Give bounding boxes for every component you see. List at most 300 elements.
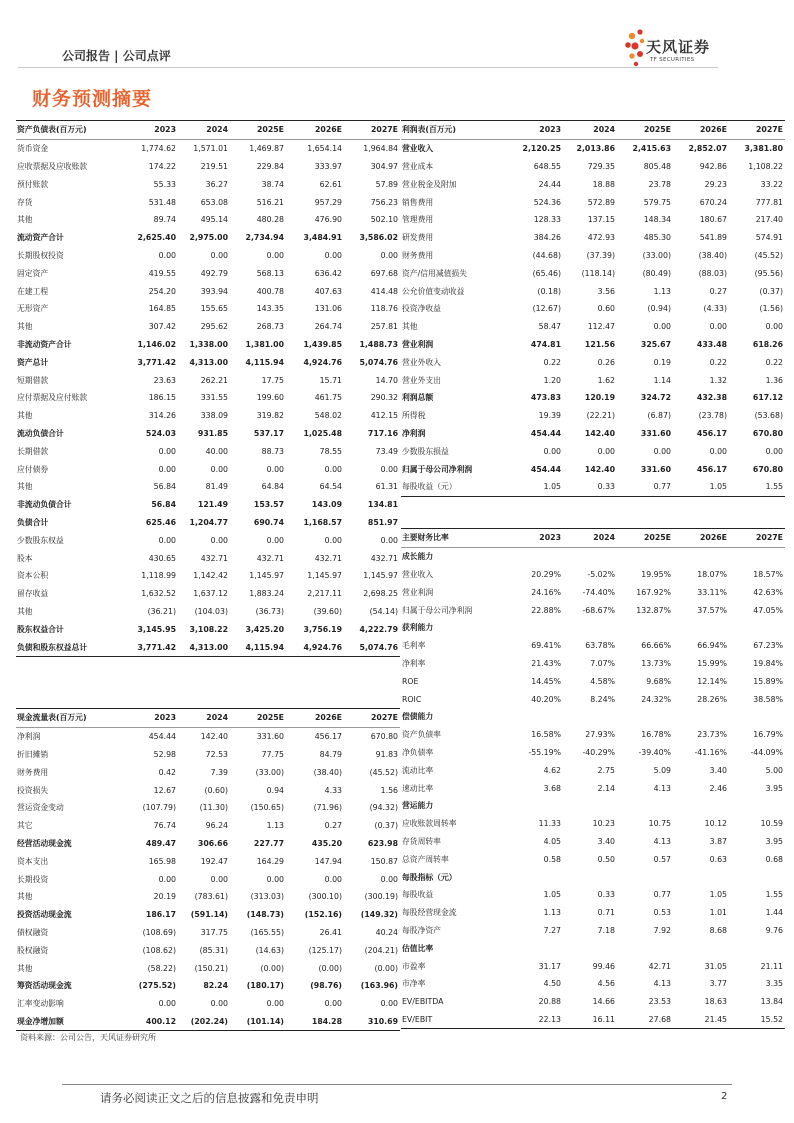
row-label: 应收账款周转率 [402,819,457,829]
table-row [401,158,785,176]
cell-value: 24.32% [641,694,671,704]
cell-value: 0.27 [324,821,342,831]
cell-value: 574.91 [755,233,783,243]
cell-value: 4,924.76 [286,638,344,656]
cell-value: 180.67 [699,215,727,225]
row-label: EV/EBITDA [402,997,444,1007]
row-label: 汇率变动影响 [17,999,64,1009]
row-label: 资产/信用减值损失 [402,268,468,278]
row-label: 少数股东损益 [402,446,449,456]
cell-value: (202.24) [178,1013,230,1031]
cell-value: 0.94 [266,785,284,795]
cell-value: 4.33 [324,785,342,795]
row-label: 债权融资 [17,927,49,937]
cell-value: (23.78) [698,411,727,421]
table-row [401,139,785,157]
cell-value: 15.99% [697,658,727,668]
cell-value: 0.26 [597,357,615,367]
cell-value: 29.23 [704,179,727,189]
cell-value: 670.24 [699,197,727,207]
cell-value: 454.44 [530,428,561,438]
table-row [16,282,400,300]
cell-value: -5.02% [587,569,615,579]
cell-value [563,797,617,815]
cell-value: 456.17 [314,732,342,742]
cell-value: 31.05 [704,961,727,971]
row-label: 其他 [17,963,33,973]
cell-value: 21.43% [531,658,561,668]
cell-value: 4,115.94 [230,638,286,656]
cell-value: 480.28 [256,215,284,225]
cell-value: (36.21) [147,606,176,616]
cell-value: 148.34 [643,215,671,225]
income-statement-table [401,120,785,497]
cell-value: 55.33 [153,179,176,189]
cell-value: 3,586.02 [359,233,398,243]
table-row [16,870,400,888]
row-label: ROE [402,676,419,686]
row-label: 其他 [402,322,418,332]
row-label: 预付账款 [17,179,49,189]
cell-value: 38.58% [753,694,783,704]
cell-value: 16.79% [753,730,783,740]
cell-value: 66.94% [697,641,727,651]
cell-value: -40.29% [582,747,615,757]
cell-value: 0.00 [266,535,284,545]
cell-value: 319.82 [256,411,284,421]
table-row [16,460,400,478]
table-row [16,139,400,157]
cell-value: 20.19 [153,892,176,902]
year-header: 2027E [729,121,785,140]
cell-value: 143.09 [311,500,342,510]
cell-value: (6.87) [647,411,671,421]
cell-value: 0.00 [158,464,176,474]
table-row [401,975,785,993]
cell-value: (0.37) [374,821,398,831]
row-label: 净利润 [402,428,426,438]
cell-value: 18.63 [704,997,727,1007]
cell-value: 96.24 [205,821,228,831]
table-row [401,193,785,211]
cell-value: 0.19 [653,357,671,367]
cell-value: 137.15 [587,215,615,225]
cell-value: 31.17 [538,961,561,971]
row-label: 流动比率 [402,765,434,775]
cell-value: 4.62 [543,765,561,775]
table-title: 主要财务比率 [401,529,509,548]
cell-value: (36.73) [255,606,284,616]
cell-value: 3,484.91 [303,233,342,243]
row-label: 毛利率 [402,641,426,651]
cell-value: 432.71 [200,553,228,563]
cell-value: 0.27 [709,286,727,296]
cell-value [729,797,785,815]
cell-value: 0.00 [324,999,342,1009]
cell-value: 851.97 [367,517,398,527]
cell-value: 456.17 [696,464,727,474]
cell-value: -44.09% [750,747,783,757]
cell-value [563,939,617,957]
cell-value: 4,313.00 [189,357,228,367]
cell-value: (152.16) [304,910,342,920]
cell-value: 331.60 [640,428,671,438]
cell-value: 454.44 [530,464,561,474]
cell-value: 17.75 [261,375,284,385]
cell-value [673,619,729,637]
cell-value: 121.56 [584,339,615,349]
cell-value: 648.55 [533,161,561,171]
table-row [16,478,400,496]
year-header: 2026E [286,121,344,140]
cell-value: 40.00 [205,446,228,456]
cell-value: 1,439.85 [303,339,342,349]
cell-value: 433.48 [696,339,727,349]
cell-value: 40.24 [375,927,398,937]
cell-value: 1.14 [653,375,671,385]
row-label: 其他 [17,215,33,225]
cell-value: 262.21 [200,375,228,385]
cell-value: 219.51 [200,161,228,171]
cell-value: 23.53 [648,997,671,1007]
cell-value: 432.71 [314,553,342,563]
row-label: 资产负债率 [402,730,441,740]
cell-value: 40.20% [531,694,561,704]
row-label: 研发费用 [402,233,434,243]
cell-value: 2,625.40 [137,233,176,243]
cell-value: 1,654.14 [307,144,342,154]
cell-value: (4.33) [703,304,727,314]
cell-value: 27.93% [585,730,615,740]
table-row [16,620,400,638]
cell-value: 147.94 [314,856,342,866]
row-label: 其他 [17,482,33,492]
year-header: 2025E [230,121,286,140]
cell-value: 0.00 [324,250,342,260]
row-label: 营业成本 [402,161,434,171]
cell-value: 0.00 [210,250,228,260]
cell-value: 0.00 [597,446,615,456]
row-label: 长期投资 [17,874,49,884]
row-label: 非流动资产合计 [17,339,72,349]
cell-value: 548.02 [314,411,342,421]
table-row [401,175,785,193]
cell-value: 57.89 [375,179,398,189]
cell-value: 3.87 [709,836,727,846]
cell-value: 1,145.97 [363,571,398,581]
cell-value: 2,734.94 [245,233,284,243]
cell-value: 5,074.76 [344,638,400,656]
cell-value: 310.69 [344,1013,400,1031]
cell-value: 1.05 [509,478,563,496]
cell-value: 304.97 [370,161,398,171]
cell-value [673,547,729,565]
cell-value [729,619,785,637]
cell-value: (148.73) [246,910,284,920]
cell-value: 3.56 [597,286,615,296]
cell-value [563,708,617,726]
row-label: 速动比率 [402,783,434,793]
cell-value: (0.60) [204,785,228,795]
table-title: 利润表(百万元) [401,121,509,140]
cell-value: 3.40 [709,765,727,775]
cell-value: 414.48 [370,286,398,296]
cell-value: 229.84 [256,161,284,171]
table-row [16,835,400,853]
cell-value: 143.35 [256,304,284,314]
cell-value: 1,637.12 [193,589,228,599]
row-label: 股东权益合计 [17,624,64,634]
year-header: 2023 [509,121,563,140]
cell-value: 492.79 [200,268,228,278]
cell-value: 0.00 [380,464,398,474]
cell-value: 0.00 [266,464,284,474]
cell-value: 10.12 [704,819,727,829]
cell-value: 4,313.00 [178,638,230,656]
cell-value: 217.40 [755,215,783,225]
table-row [401,282,785,300]
cell-value: 88.73 [261,446,284,456]
cell-value: 617.12 [752,393,783,403]
cell-value [729,868,785,886]
row-label: ROIC [402,694,422,704]
cell-value: 653.08 [200,197,228,207]
row-label: 营业利润 [402,587,434,597]
cell-value: 15.71 [319,375,342,385]
cell-value: 21.45 [673,1011,729,1029]
row-label: 其它 [17,821,33,831]
cell-value: (12.67) [532,304,561,314]
cell-value: 27.68 [617,1011,673,1029]
cell-value: 23.63 [153,375,176,385]
cell-value: 579.75 [643,197,671,207]
row-label: 留存收益 [17,589,49,599]
cell-value: 19.39 [538,411,561,421]
cell-value: 81.49 [205,482,228,492]
row-label: 市净率 [402,979,426,989]
cell-value: 227.77 [253,838,284,848]
cell-value: 120.19 [584,393,615,403]
cell-value: 0.22 [709,357,727,367]
cell-value: 56.84 [153,482,176,492]
cell-value: 1,488.73 [359,339,398,349]
table-header-row [401,121,785,140]
cell-value [617,797,673,815]
row-label: 财务费用 [402,250,434,260]
cell-value: 1.56 [380,785,398,795]
table-row [16,585,400,603]
table-title: 现金流量表(百万元) [16,709,128,728]
table-row [16,567,400,585]
cell-value: 0.00 [210,464,228,474]
cell-value: 150.87 [370,856,398,866]
year-header: 2023 [128,121,178,140]
cell-value: (107.79) [142,803,176,813]
cell-value: 18.57% [753,569,783,579]
cell-value: 1,204.77 [189,517,228,527]
cell-value: 0.00 [765,446,783,456]
cell-value: 697.68 [370,268,398,278]
table-row [16,1013,400,1031]
cell-value: 485.30 [643,233,671,243]
cell-value: 264.74 [314,322,342,332]
cell-value: 3.95 [765,783,783,793]
row-label: 存货周转率 [402,836,441,846]
cell-value: 0.33 [597,890,615,900]
cell-value: 0.22 [543,357,561,367]
cell-value: 164.85 [148,304,176,314]
row-label: 营运资金变动 [17,803,64,813]
cell-value: 333.97 [314,161,342,171]
cell-value: 4.13 [653,979,671,989]
cell-value: 331.60 [640,464,671,474]
cell-value: (33.00) [255,767,284,777]
table-row [16,638,400,656]
table-row [401,300,785,318]
cell-value: 186.15 [148,393,176,403]
cell-value: 3.95 [765,836,783,846]
cell-value: (1.56) [759,304,783,314]
table-row [401,655,785,673]
cell-value: 3,771.42 [128,638,178,656]
table-row [401,247,785,265]
row-label: 长期股权投资 [17,250,64,260]
cell-value: 306.66 [197,838,228,848]
report-category: 公司报告 | 公司点评 [62,49,171,63]
cell-value [673,868,729,886]
cell-value: 1,146.02 [137,339,176,349]
cell-value: (108.62) [142,945,176,955]
cell-value: 942.86 [699,161,727,171]
table-row [16,193,400,211]
table-row [16,229,400,247]
cell-value: 1,964.84 [363,144,398,154]
cell-value: 8.68 [709,925,727,935]
cell-value: -68.67% [582,605,615,615]
cell-value: 331.55 [200,393,228,403]
row-label: 股权融资 [17,945,49,955]
row-label: 其他 [17,411,33,421]
cell-value: 568.13 [256,268,284,278]
cell-value: 5,074.76 [359,357,398,367]
row-label: 每股收益（元） [401,478,509,496]
cell-value [563,547,617,565]
cell-value [563,619,617,637]
cell-value: 4.13 [653,783,671,793]
cell-value: 56.84 [151,500,176,510]
cell-value: (275.52) [138,981,176,991]
cell-value: 77.75 [261,749,284,759]
cell-value: 38.74 [261,179,284,189]
cell-value: 717.16 [367,428,398,438]
cell-value: 2,415.63 [632,144,671,154]
cell-value: 0.00 [324,874,342,884]
cell-value: (95.56) [754,268,783,278]
cell-value: 0.00 [158,874,176,884]
logo-mark-icon [625,29,644,66]
table-header-row [401,529,785,548]
cell-value: 2,217.11 [307,589,342,599]
cell-value: 317.75 [200,927,228,937]
table-row [401,601,785,619]
cell-value: (98.76) [310,981,342,991]
table-row [401,904,785,922]
table-row [401,566,785,584]
table-row [16,727,400,745]
cell-value: (101.14) [230,1013,286,1031]
table-row [16,531,400,549]
cell-value: 186.17 [145,910,176,920]
table-row [16,211,400,229]
cell-value: (0.00) [374,963,398,973]
table-row [401,264,785,282]
cell-value: 199.60 [256,393,284,403]
cell-value: 64.84 [261,482,284,492]
cell-value: 314.26 [148,411,176,421]
cell-value: 476.90 [314,215,342,225]
cell-value [509,868,563,886]
year-header: 2025E [617,121,673,140]
cell-value: 0.00 [210,874,228,884]
table-row [401,833,785,851]
cell-value: 4.56 [597,979,615,989]
cell-value: 931.85 [197,428,228,438]
cell-value: 0.00 [709,322,727,332]
cell-value: 3.77 [709,979,727,989]
cell-value: 0.53 [653,908,671,918]
table-row [16,496,400,514]
cell-value: 2,852.07 [688,144,727,154]
row-label: 公允价值变动收益 [402,286,465,296]
cell-value: 184.28 [286,1013,344,1031]
cell-value: 1.44 [765,908,783,918]
cell-value: 0.00 [324,464,342,474]
table-row [401,761,785,779]
table-row [401,442,785,460]
cell-value: 1,118.99 [141,571,176,581]
cell-value: (149.32) [360,910,398,920]
row-label: 营业收入 [402,144,434,154]
cell-value: 0.00 [380,535,398,545]
table-row [16,175,400,193]
cell-value: 957.29 [314,197,342,207]
cell-value: 1,142.42 [193,571,228,581]
cell-value: 142.40 [200,732,228,742]
cell-value: 400.12 [128,1013,178,1031]
cell-value: 23.73% [697,730,727,740]
cell-value [673,708,729,726]
cell-value: -41.16% [694,747,727,757]
cell-value: 623.98 [367,838,398,848]
cell-value: 537.17 [253,428,284,438]
header-divider [18,67,718,68]
cell-value: 495.14 [200,215,228,225]
cell-value: (22.21) [586,411,615,421]
cell-value: 3,145.95 [137,624,176,634]
cell-value [617,619,673,637]
row-label: 财务费用 [17,767,49,777]
cell-value: (88.03) [698,268,727,278]
cell-value: 0.00 [765,322,783,332]
cell-value [617,708,673,726]
cell-value: (53.68) [754,411,783,421]
table-row [16,264,400,282]
cell-value: 670.80 [752,464,783,474]
cell-value [509,619,563,637]
table-row [401,460,785,478]
cell-value: (104.03) [194,606,228,616]
cell-value: 28.26% [697,694,727,704]
